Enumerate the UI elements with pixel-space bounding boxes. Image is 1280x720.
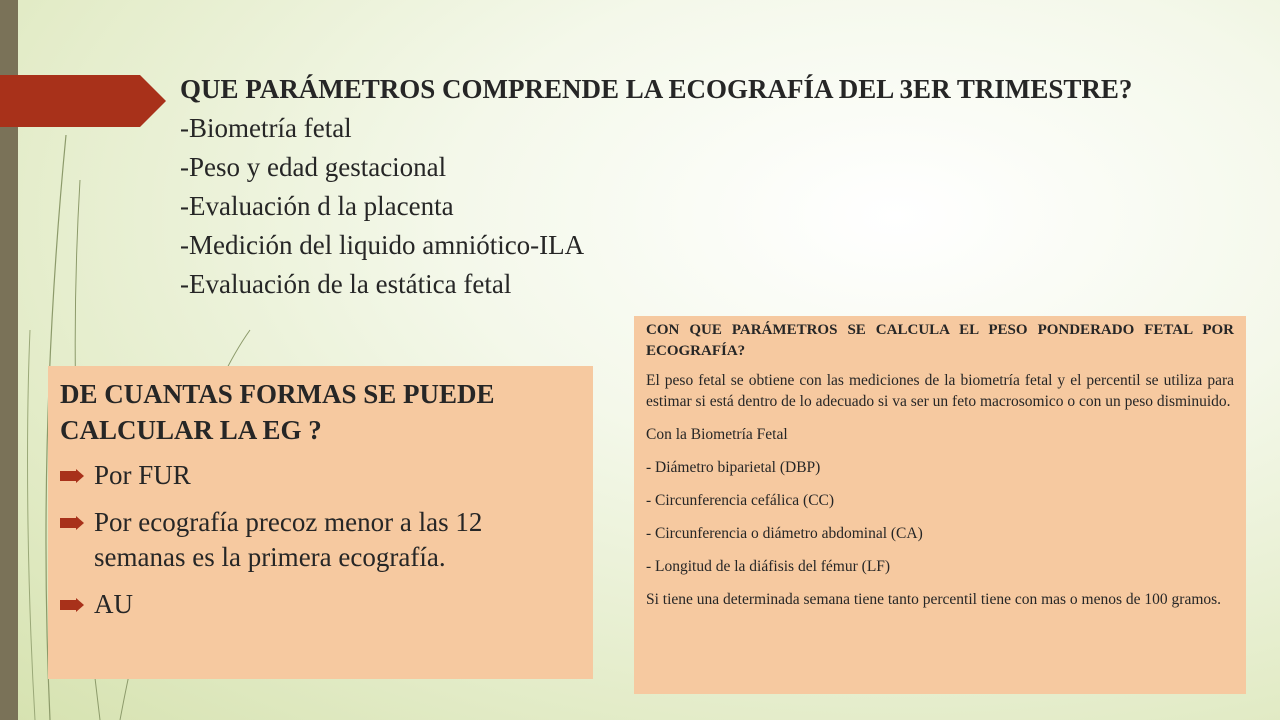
- eg-methods-heading: DE CUANTAS FORMAS SE PUEDE CALCULAR LA EG ?: [60, 379, 495, 445]
- title-heading: QUE PARÁMETROS COMPRENDE LA ECOGRAFÍA DEL 3ER TRIMESTRE?: [180, 74, 1133, 104]
- title-item-peso: -Peso y edad gestacional: [180, 152, 447, 182]
- slide-title: [180, 70, 1140, 304]
- fetal-weight-question: CON QUE PARÁMETROS SE CALCULA EL PESO PONDERADO FETAL POR ECOGRAFÍA?: [646, 322, 1234, 359]
- eg-method-label: AU: [94, 589, 133, 619]
- fetal-weight-conclusion: Si tiene una determinada semana tiene tanto percentil tiene con mas o menos de 100 gramos.: [646, 591, 1222, 608]
- eg-method-label: Por ecografía precoz menor a las 12 semanas es la primera ecografía.: [94, 507, 483, 572]
- fetal-weight-intro: El peso fetal se obtiene con las mediciones de la biometría fetal y el percentil se utiliza para estimar si está dentro de lo adecuado si va ser un feto macrosomico o con un peso disminuido.: [646, 372, 1234, 410]
- title-item-estatica: -Evaluación de la estática fetal: [180, 269, 512, 299]
- eg-method-item: [60, 587, 579, 622]
- measure-item: - Diámetro biparietal (DBP): [646, 459, 821, 476]
- title-item-placenta: -Evaluación d la placenta: [180, 191, 454, 221]
- measure-item: - Circunferencia cefálica (CC): [646, 492, 835, 509]
- arrow-bullet-icon: [60, 516, 84, 530]
- eg-method-item: [60, 458, 579, 493]
- fetal-weight-box: [634, 316, 1246, 694]
- title-arrow-icon: [0, 75, 166, 127]
- title-item-biometria: -Biometría fetal: [180, 113, 352, 143]
- measure-item: - Circunferencia o diámetro abdominal (CA): [646, 525, 923, 542]
- title-item-liquido: -Medición del liquido amniótico-ILA: [180, 230, 585, 260]
- measure-item: - Longitud de la diáfisis del fémur (LF): [646, 558, 891, 575]
- eg-method-label: Por FUR: [94, 460, 191, 490]
- arrow-bullet-icon: [60, 469, 84, 483]
- eg-method-item: [60, 505, 579, 575]
- biometry-subheading: Con la Biometría Fetal: [646, 426, 788, 443]
- eg-methods-box: [48, 366, 593, 679]
- arrow-bullet-icon: [60, 598, 84, 612]
